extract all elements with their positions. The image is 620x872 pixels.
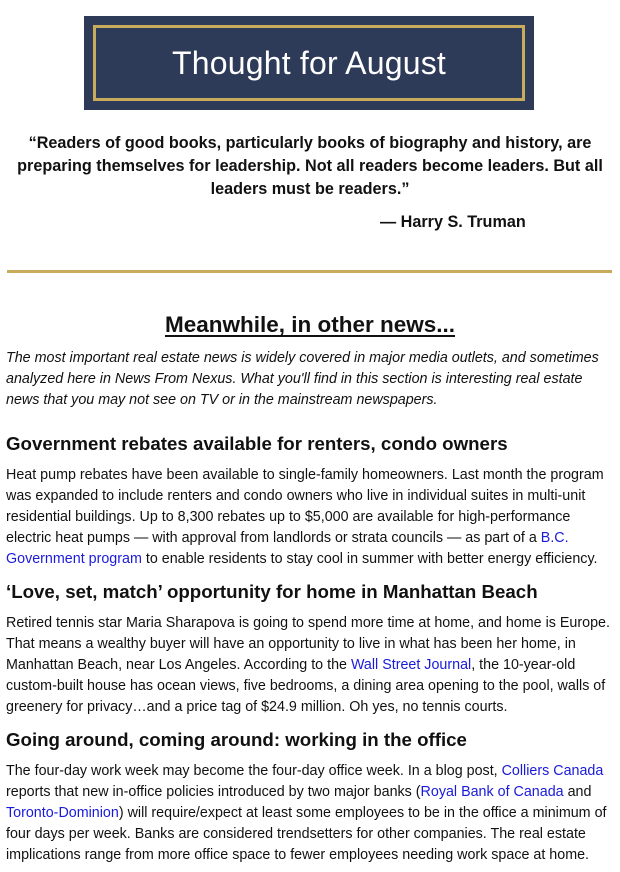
article-rebates [6,432,616,570]
article-text: ) will require/expect at least some employees to be in the office a minimum of four days per week. Banks are considered trendsetters for other companies. The real estate implications range from more office space to fewer employees needing work space at home. [6,805,607,863]
article-text: and [563,784,592,800]
royal-bank-of-canada-link[interactable]: Royal Bank of Canada [420,784,564,800]
article-title: Government rebates available for renters, condo owners [6,433,508,454]
banner-title: Thought for August [171,44,446,81]
bc-government-program-link[interactable]: B.C. Government program [6,530,569,567]
article-body [6,613,616,718]
colliers-canada-link[interactable]: Colliers Canada [501,763,604,779]
quote-text: “Readers of good books, particularly books of biography and history, are preparing themselves for leadership. Not all readers become leaders. But all leaders must be readers.” [17,134,603,198]
article-text: Heat pump rebates have been available to single-family homeowners. Last month the program was expanded to include renters and condo owners who live in individual suites in multi-unit residential buildings. Up to 8,300 rebates up to $5,000 are available for high-performance electric heat pumps — with approval from landlords or strata councils — as part of a [6,467,604,546]
article-text: Retired tennis star Maria Sharapova is going to spend more time at home, and home is Europe. That means a wealthy buyer will have an opportunity to live in what has been her home, in Manhattan Beach, near Los Angeles. According to the [6,615,610,673]
article-manhattan-beach [6,580,616,718]
article-text: reports that new in-office policies introduced by two major banks ( [6,784,421,800]
wall-street-journal-link[interactable]: Wall Street Journal [350,657,472,673]
article-office [6,728,616,866]
article-body [6,761,616,866]
article-text: The four-day work week may become the four-day office week. In a blog post, [6,763,502,779]
section-divider [7,270,612,273]
quote-attribution: — Harry S. Truman [380,213,526,231]
thought-banner [84,16,534,110]
article-text: to enable residents to stay cool in summer with better energy efficiency. [141,551,598,567]
news-section-title: Meanwhile, in other news... [164,312,456,337]
article-title: ‘Love, set, match’ opportunity for home in Manhattan Beach [6,581,538,602]
article-text: , the 10-year-old custom-built house has ocean views, five bedrooms, a dining area opening to the pool, walls of greenery for privacy…and a price tag of $24.9 million. Oh yes, no tennis courts. [6,657,606,715]
article-title: Going around, coming around: working in the office [6,729,467,750]
article-body [6,465,616,570]
toronto-dominion-link[interactable]: Toronto-Dominion [6,805,119,821]
news-intro: The most important real estate news is widely covered in major media outlets, and sometimes analyzed here in News From Nexus. What you'll find in this section is interesting real estate news that you may not see on TV or in the mainstream newspapers. [6,350,599,408]
banner-frame [93,25,525,101]
